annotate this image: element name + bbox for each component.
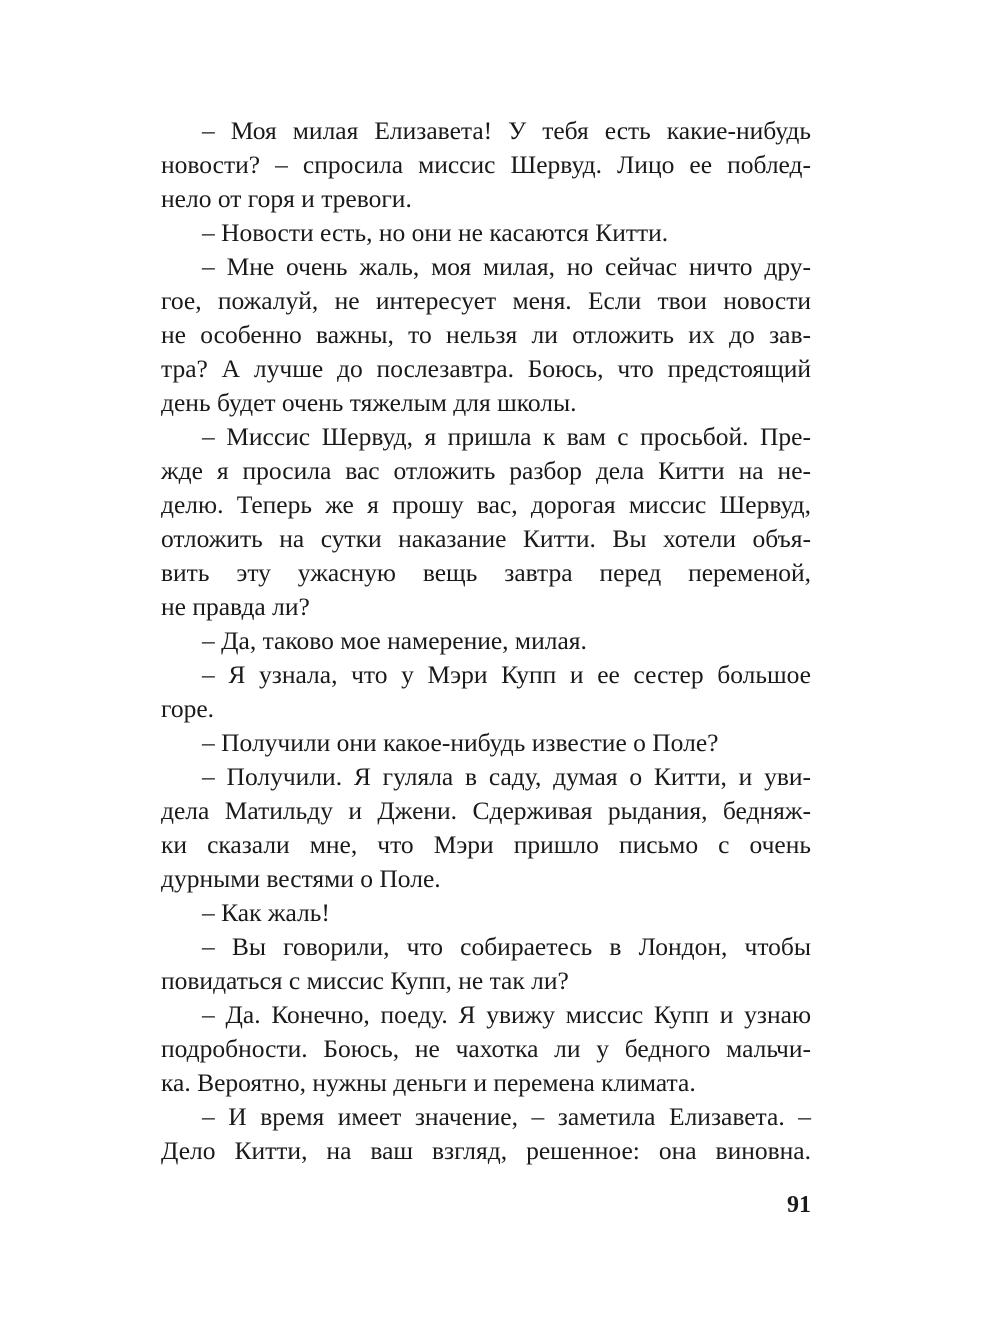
page-number: 91 xyxy=(787,1192,811,1218)
text-line: делю. Теперь же я прошу вас, дорогая миссис Шервуд, xyxy=(161,490,811,519)
text-line: вить эту ужасную вещь завтра перед переменой, xyxy=(161,558,811,587)
text-line: – Да, таково мое намерение, милая. xyxy=(202,626,587,655)
text-line: не особенно важны, то нельзя ли отложить их до зав- xyxy=(161,320,811,349)
text-line: – Я узнала, что у Мэри Купп и ее сестер большое xyxy=(202,660,811,689)
text-line: гое, пожалуй, не интересует меня. Если твои новости xyxy=(161,286,811,315)
book-page xyxy=(161,114,811,1244)
text-line: ка. Вероятно, нужны деньги и перемена климата. xyxy=(161,1068,696,1097)
text-line: горе. xyxy=(161,694,215,723)
text-line: – Как жаль! xyxy=(202,898,330,927)
text-line: – Вы говорили, что собираетесь в Лондон, чтобы xyxy=(202,932,811,961)
text-line: жде я просила вас отложить разбор дела Китти на не- xyxy=(161,456,811,485)
text-line: ки сказали мне, что Мэри пришло письмо с очень xyxy=(161,830,811,859)
text-line: – Получили. Я гуляла в саду, думая о Китти, и уви- xyxy=(202,762,811,791)
text-line: день будет очень тяжелым для школы. xyxy=(161,388,577,417)
body-text xyxy=(161,114,811,1168)
text-line: нело от горя и тревоги. xyxy=(161,184,412,213)
text-line: – И время имеет значение, – заметила Елизавета. – xyxy=(202,1102,811,1131)
text-line: не правда ли? xyxy=(161,592,310,621)
text-line: тра? А лучше до послезавтра. Боюсь, что предстоящий xyxy=(161,354,811,383)
text-line: дела Матильду и Джени. Сдерживая рыдания, бедняж- xyxy=(161,796,811,825)
text-line: – Моя милая Елизавета! У тебя есть какие-нибудь xyxy=(202,116,811,145)
text-line: Дело Китти, на ваш взгляд, решенное: она виновна. xyxy=(161,1136,811,1165)
text-line: – Да. Конечно, поеду. Я увижу миссис Купп и узнаю xyxy=(202,1000,811,1029)
text-line: дурными вестями о Поле. xyxy=(161,864,441,893)
text-line: новости? – спросила миссис Шервуд. Лицо ее поблед- xyxy=(161,150,811,179)
text-line: отложить на сутки наказание Китти. Вы хотели объя- xyxy=(161,524,811,553)
text-line: – Мне очень жаль, моя милая, но сейчас ничто дру- xyxy=(202,252,811,281)
text-line: повидаться с миссис Купп, не так ли? xyxy=(161,966,569,995)
text-line: – Новости есть, но они не касаются Китти. xyxy=(202,218,669,247)
text-line: – Миссис Шервуд, я пришла к вам с просьбой. Пре- xyxy=(202,422,811,451)
text-line: – Получили они какое-нибудь известие о Поле? xyxy=(202,728,719,757)
text-line: подробности. Боюсь, не чахотка ли у бедного мальчи- xyxy=(161,1034,811,1063)
